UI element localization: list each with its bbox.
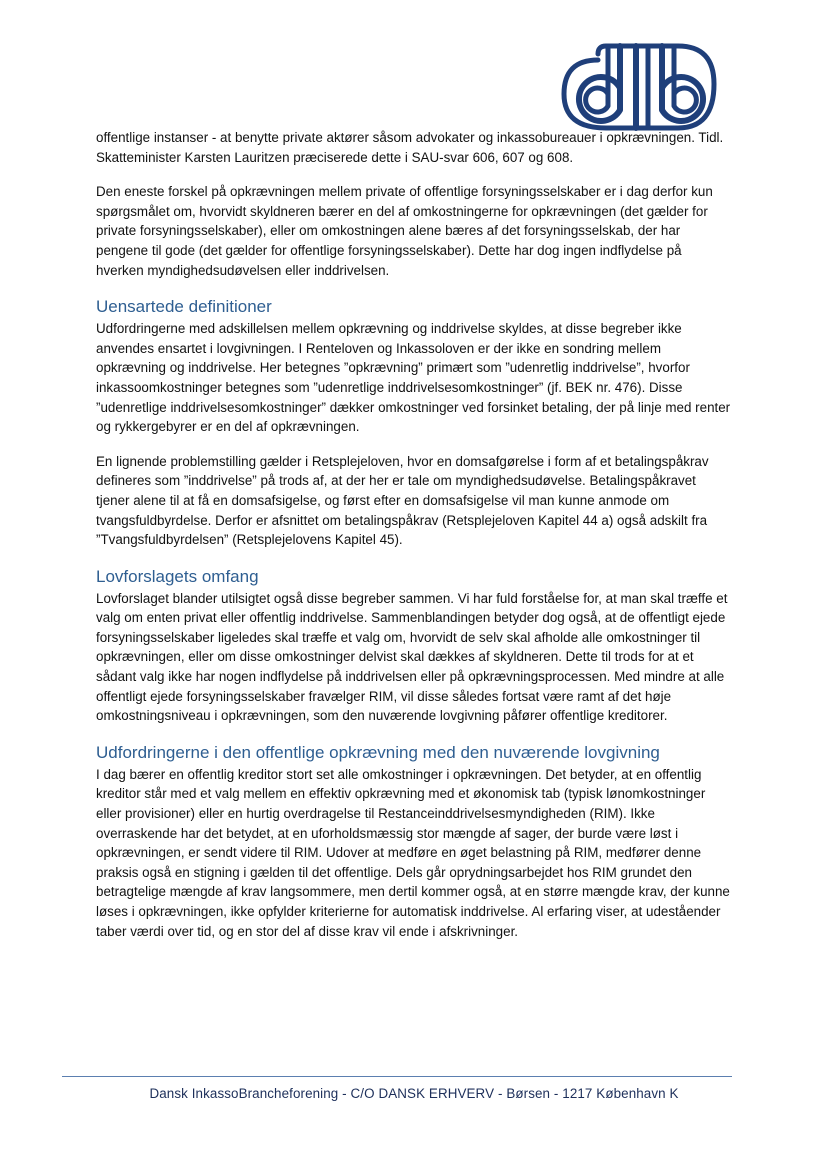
section-heading-scope: Lovforslagets omfang xyxy=(96,566,259,586)
footer-address: Dansk InkassoBrancheforening - C/O DANSK ERHVERV - Børsen - 1217 København K xyxy=(149,1086,679,1101)
intro-paragraph-1: offentlige instanser - at benytte private aktører såsom advokater og inkassobureauer i opkrævningen. Tidl. Skatteminister Karsten Lauritzen præciserede dette i SAU-svar 606, 607 og 608. xyxy=(96,130,724,165)
footer-divider xyxy=(62,1076,732,1077)
definitions-paragraph-2: En lignende problemstilling gælder i Retsplejeloven, hvor en domsafgørelse i form af et betalingspåkrav defineres som ”inddrivelse” på trods af, at der her er tale om myndighedsudøvelse. Betalingspåkravet tjener alene til at få en domsafsigelse, og først efter en domsafsigelse vil man kunne anmode om tvangsfuldbyrdelse. Derfor er afsnittet om betalingspåkrav (Retsplejeloven Kapitel 44 a) også adskilt fra ”Tvangsfuldbyrdelsen” (Retsplejelovens Kapitel 45). xyxy=(96,453,709,548)
dib-logo xyxy=(558,40,720,134)
scope-paragraph-1: Lovforslaget blander utilsigtet også disse begreber sammen. Vi har fuld forståelse for, at man skal træffe et valg om enten privat eller offentlig inddrivelse. Sammenblandingen betyder dog også, at de offentligt ejede forsyningsselskaber ligeledes skal træffe et valg om, hvorvidt de selv skal afholde alle omkostninger til opkrævningen, eller om disse omkostninger delvist skal dækkes af skyldneren. Dette til trods for at et sådant valg ikke har nogen indflydelse på inddrivelsen eller på opkrævningsprocessen. Med mindre at alle offentligt ejede forsyningsselskaber fravælger RIM, vil disse således fortsat være ramt af det høje omkostningsniveau i opkrævningen, som den nuværende lovgivning påfører offentlige kreditorer. xyxy=(96,590,728,724)
document-body xyxy=(96,128,732,956)
section-heading-definitions: Uensartede definitioner xyxy=(96,297,272,317)
definitions-paragraph-1: Udfordringerne med adskillelsen mellem opkrævning og inddrivelse skyldes, at disse begreber ikke anvendes ensartet i lovgivningen. I Renteloven og Inkassoloven er der ikke en sondring mellem opkrævning og inddrivelse. Her betegnes ”opkrævning” primært som ”udenretlig inddrivelse”, hvorfor inkassoomkostninger betegnes som ”udenretlige inddrivelsesomkostninger” (jf. BEK nr. 476). Disse ”udenretlige inddrivelsesomkostninger” dækker omkostninger ved forsinket betaling, der på linje med renter og rykkergebyrer er en del af opkrævningen. xyxy=(96,321,731,435)
section-heading-challenges: Udfordringerne i den offentlige opkrævning med den nuværende lovgivning xyxy=(96,742,660,762)
intro-paragraph-2: Den eneste forskel på opkrævningen mellem private of offentlige forsyningsselskaber er i dag derfor kun spørgsmålet om, hvorvidt skyldneren bærer en del af omkostningerne for opkrævningen (det gælder for private forsyningsselskaber), eller om omkostningen alene bæres af det forsyningsselskab, der har pengene til gode (det gælder for offentlige forsyningsselskaber). Dette har dog ingen indflydelse på hverken myndighedsudøvelsen eller inddrivelsen. xyxy=(96,184,713,278)
challenges-paragraph-1: I dag bærer en offentlig kreditor stort set alle omkostninger i opkrævningen. Det betyder, at en offentlig kreditor står med et valg mellem en effektiv opkrævning med et økonomisk tab (typisk lønomkostninger eller provisioner) eller en hurtig overdragelse til Restanceinddrivelsesmyndigheden (RIM). Ikke overraskende har det betydet, at en uforholdsmæssig stor mængde af sager, der burde være løst i opkrævningen, er sendt videre til RIM. Udover at medføre en øget belastning på RIM, medfører denne praksis også en stigning i gælden til det offentlige. Dels går oprydningsarbejdet hos RIM grundet den betragtelige mængde af krav langsommere, men dertil kommer også, at en større mængde krav, der kunne løses i opkrævningen, ikke opfylder kriterierne for automatisk inddrivelse. Al erfaring viser, at udeståender taber værdi over tid, og en stor del af disse krav vil ende i afskrivninger. xyxy=(96,766,730,939)
